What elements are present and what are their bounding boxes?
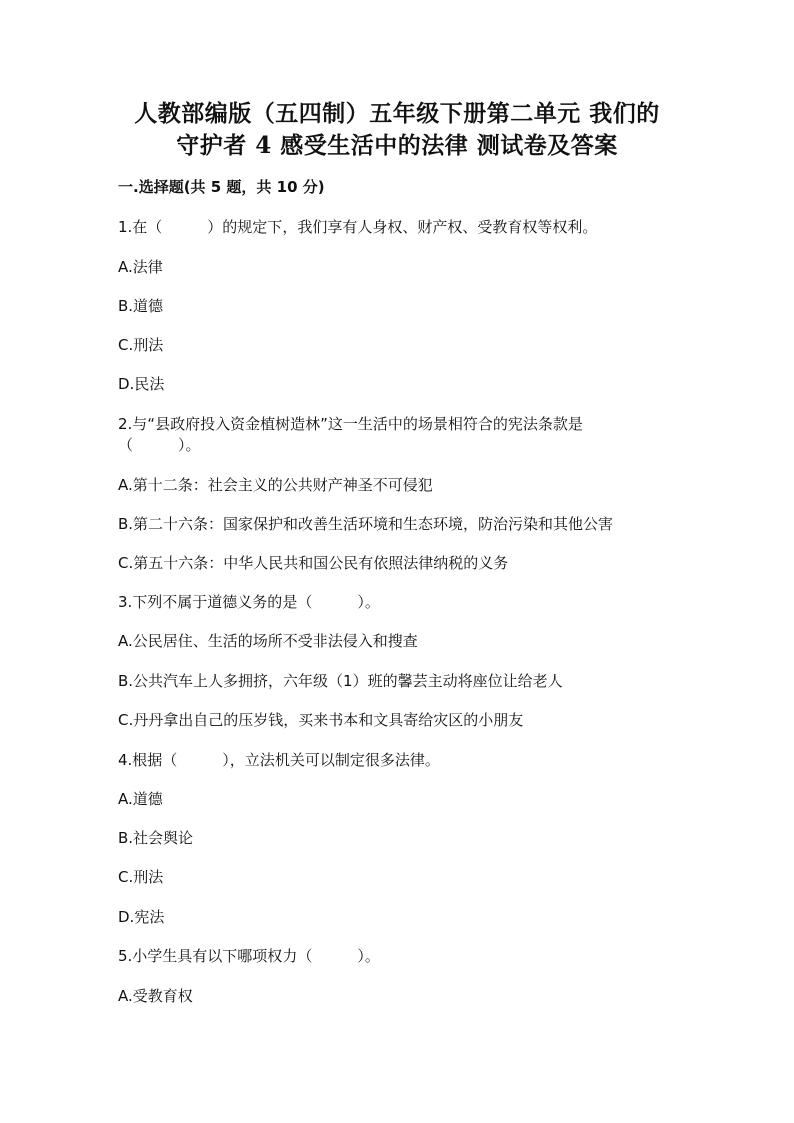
option-a: A.法律 xyxy=(118,258,163,276)
option-d: D.宪法 xyxy=(118,908,165,926)
option-c: C.丹丹拿出自己的压岁钱，买来书本和文具寄给灾区的小朋友 xyxy=(118,711,524,729)
option-b: B.第二十六条：国家保护和改善生活环境和生态环境，防治污染和其他公害 xyxy=(118,515,614,533)
title-line-1: 人教部编版（五四制）五年级下册第二单元 我们的 xyxy=(134,100,660,127)
question-stem: 5.小学生具有以下哪项权力（ ）。 xyxy=(118,947,380,965)
option-b: B.社会舆论 xyxy=(118,829,194,847)
question-stem: 1.在（ ）的规定下，我们享有人身权、财产权、受教育权等权利。 xyxy=(118,218,598,236)
title-line-2: 守护者 4 感受生活中的法律 测试卷及答案 xyxy=(176,132,618,159)
option-a: A.第十二条：社会主义的公共财产神圣不可侵犯 xyxy=(118,476,433,494)
question-stem: 3.下列不属于道德义务的是（ ）。 xyxy=(118,593,380,611)
section-heading: 一.选择题(共 5 题，共 10 分) xyxy=(118,178,325,196)
option-c: C.刑法 xyxy=(118,336,164,354)
option-a: A.公民居住、生活的场所不受非法侵入和搜查 xyxy=(118,632,418,650)
option-b: B.道德 xyxy=(118,297,164,315)
question-stem-line-1: 2.与“县政府投入资金植树造林”这一生活中的场景相符合的宪法条款是 xyxy=(118,415,583,433)
option-a: A.受教育权 xyxy=(118,987,193,1005)
question-stem-line-2: （ ）。 xyxy=(118,436,201,454)
question-stem: 4.根据（ ），立法机关可以制定很多法律。 xyxy=(118,751,440,769)
option-d: D.民法 xyxy=(118,375,165,393)
option-b: B.公共汽车上人多拥挤，六年级（1）班的馨芸主动将座位让给老人 xyxy=(118,672,563,690)
option-c: C.刑法 xyxy=(118,868,164,886)
option-a: A.道德 xyxy=(118,790,163,808)
option-c: C.第五十六条：中华人民共和国公民有依照法律纳税的义务 xyxy=(118,554,509,572)
